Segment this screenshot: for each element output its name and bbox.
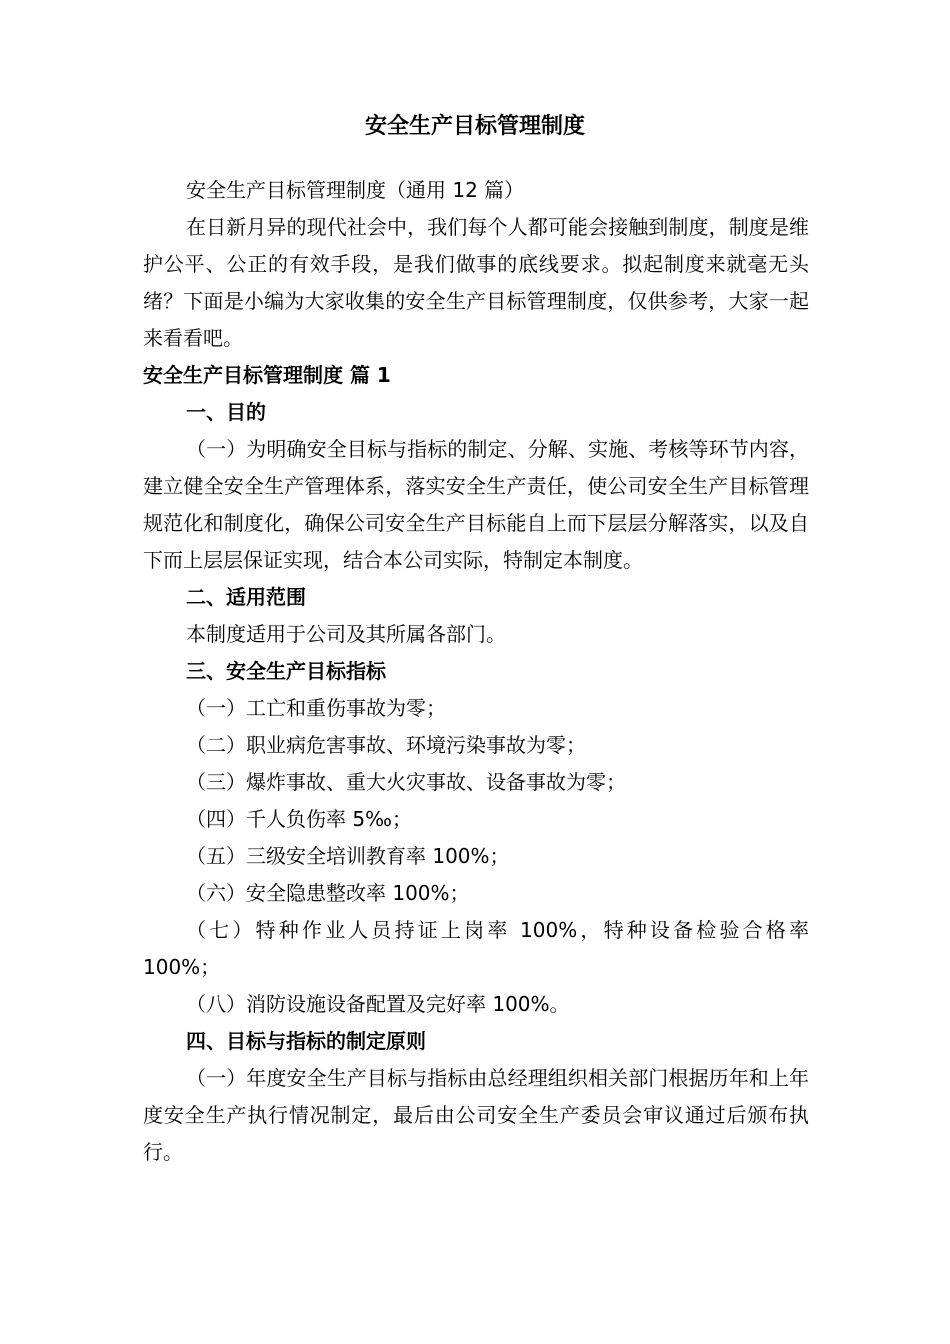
target-item: （六）安全隐患整改率 100%； — [186, 881, 470, 905]
target-item: （八）消防设施设备配置及完好率 100%。 — [186, 992, 570, 1016]
scope-paragraph: 本制度适用于公司及其所属各部门。 — [186, 622, 506, 646]
target-item: （二）职业病危害事故、环境污染事故为零； — [186, 733, 586, 757]
document-body — [143, 172, 809, 1171]
principles-paragraph: （一）年度安全生产目标与指标由总经理组织相关部门根据历年和上年度安全生产执行情况制定，最后由公司安全生产委员会审议通过后颁布执行。 — [143, 1066, 809, 1164]
target-item: （五）三级安全培训教育率 100%； — [186, 844, 510, 868]
section-heading-purpose: 一、目的 — [186, 400, 266, 424]
document-subtitle: 安全生产目标管理制度（通用 12 篇） — [186, 178, 525, 202]
intro-paragraph: 在日新月异的现代社会中，我们每个人都可能会接触到制度，制度是维护公平、公正的有效手段，是我们做事的底线要求。拟起制度来就毫无头绪？下面是小编为大家收集的安全生产目标管理制度，仅供参考，大家一起来看看吧。 — [143, 215, 809, 350]
target-item: （三）爆炸事故、重大火灾事故、设备事故为零； — [186, 770, 626, 794]
purpose-paragraph: （一）为明确安全目标与指标的制定、分解、实施、考核等环节内容，建立健全安全生产管理体系，落实安全生产责任，使公司安全生产目标管理规范化和制度化，确保公司安全生产目标能自上而下层层分解落实，以及自下而上层层保证实现，结合本公司实际，特制定本制度。 — [143, 437, 809, 572]
target-item: （四）千人负伤率 5‰； — [186, 807, 412, 831]
section-heading-scope: 二、适用范围 — [186, 585, 306, 609]
chapter-heading: 安全生产目标管理制度 篇 1 — [143, 363, 391, 387]
section-heading-targets: 三、安全生产目标指标 — [186, 659, 386, 683]
target-item: （七）特种作业人员持证上岗率 100%，特种设备检验合格率 100%； — [143, 918, 809, 979]
document-title: 安全生产目标管理制度 — [364, 114, 585, 139]
target-item: （一）工亡和重伤事故为零； — [186, 696, 446, 720]
section-heading-principles: 四、目标与指标的制定原则 — [186, 1029, 426, 1053]
